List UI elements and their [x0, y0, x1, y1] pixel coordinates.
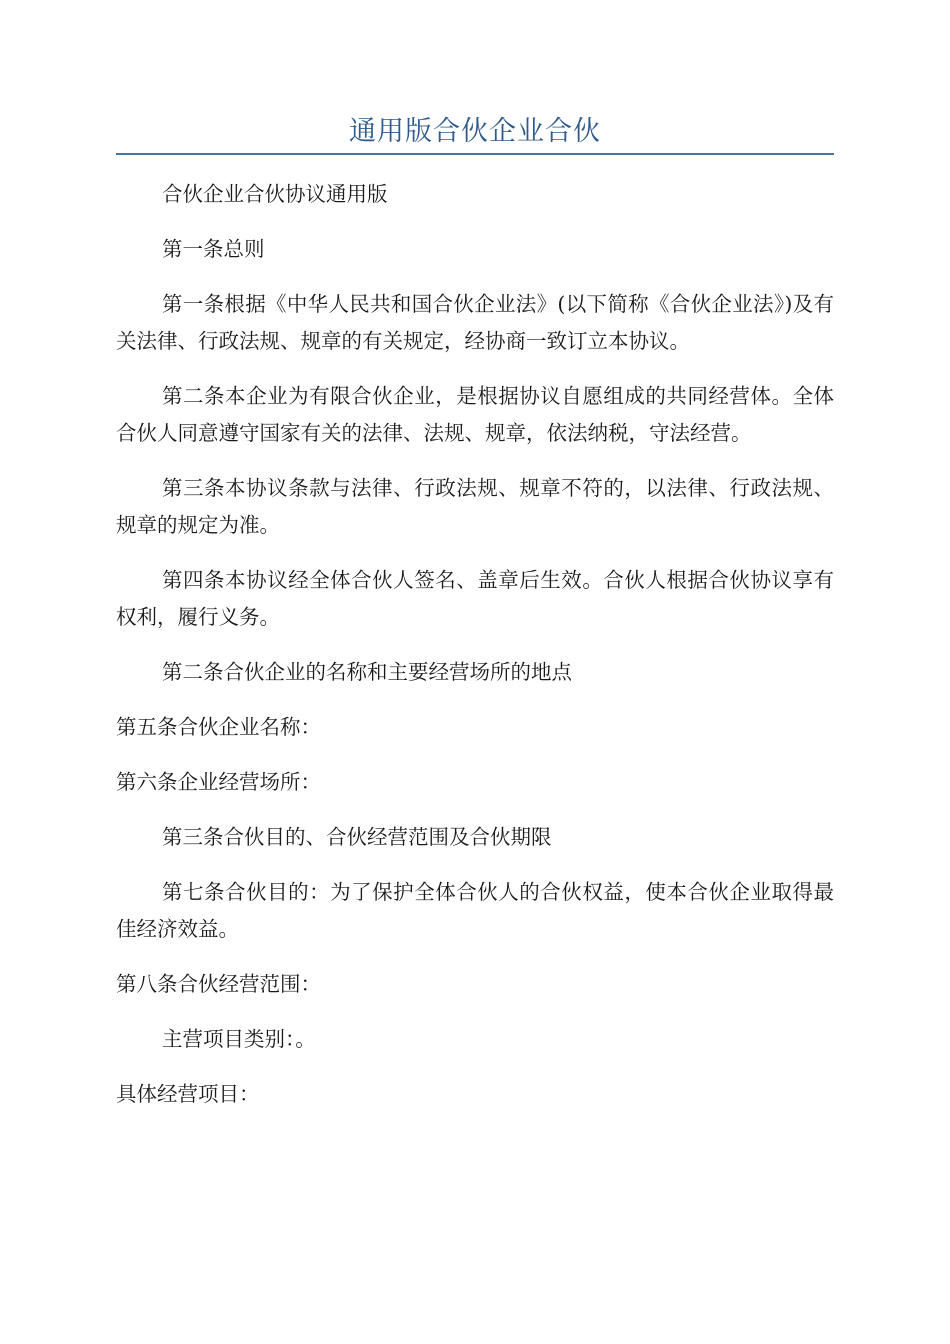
paragraph-article-4: 第四条本协议经全体合伙人签名、盖章后生效。合伙人根据合伙协议享有权利，履行义务。 — [116, 568, 834, 629]
paragraph-article-6: 第六条企业经营场所： — [116, 770, 321, 794]
paragraph-main-category: 主营项目类别：。 — [162, 1027, 316, 1051]
paragraph-specific-items: 具体经营项目： — [116, 1082, 260, 1106]
paragraph-article-5: 第五条合伙企业名称： — [116, 715, 321, 739]
paragraph-article-8: 第八条合伙经营范围： — [116, 972, 321, 996]
paragraph-article-7: 第七条合伙目的：为了保护全体合伙人的合伙权益，使本合伙企业取得最佳经济效益。 — [116, 880, 834, 941]
paragraph-article-2: 第二条本企业为有限合伙企业，是根据协议自愿组成的共同经营体。全体合伙人同意遵守国家有关的法律、法规、规章，依法纳税，守法经营。 — [116, 384, 834, 445]
document-body — [116, 176, 834, 1131]
paragraph-chapter-2: 第二条合伙企业的名称和主要经营场所的地点 — [162, 660, 572, 684]
paragraph-article-1: 第一条根据《中华人民共和国合伙企业法》(以下简称《合伙企业法》)及有关法律、行政法规、规章的有关规定，经协商一致订立本协议。 — [116, 292, 834, 353]
paragraph-chapter-1: 第一条总则 — [162, 237, 265, 261]
paragraph-subtitle: 合伙企业合伙协议通用版 — [162, 182, 388, 206]
title-underline — [116, 153, 834, 155]
document-title: 通用版合伙企业合伙 — [349, 116, 601, 147]
paragraph-article-3: 第三条本协议条款与法律、行政法规、规章不符的，以法律、行政法规、规章的规定为准。 — [116, 476, 834, 537]
paragraph-chapter-3: 第三条合伙目的、合伙经营范围及合伙期限 — [162, 825, 552, 849]
